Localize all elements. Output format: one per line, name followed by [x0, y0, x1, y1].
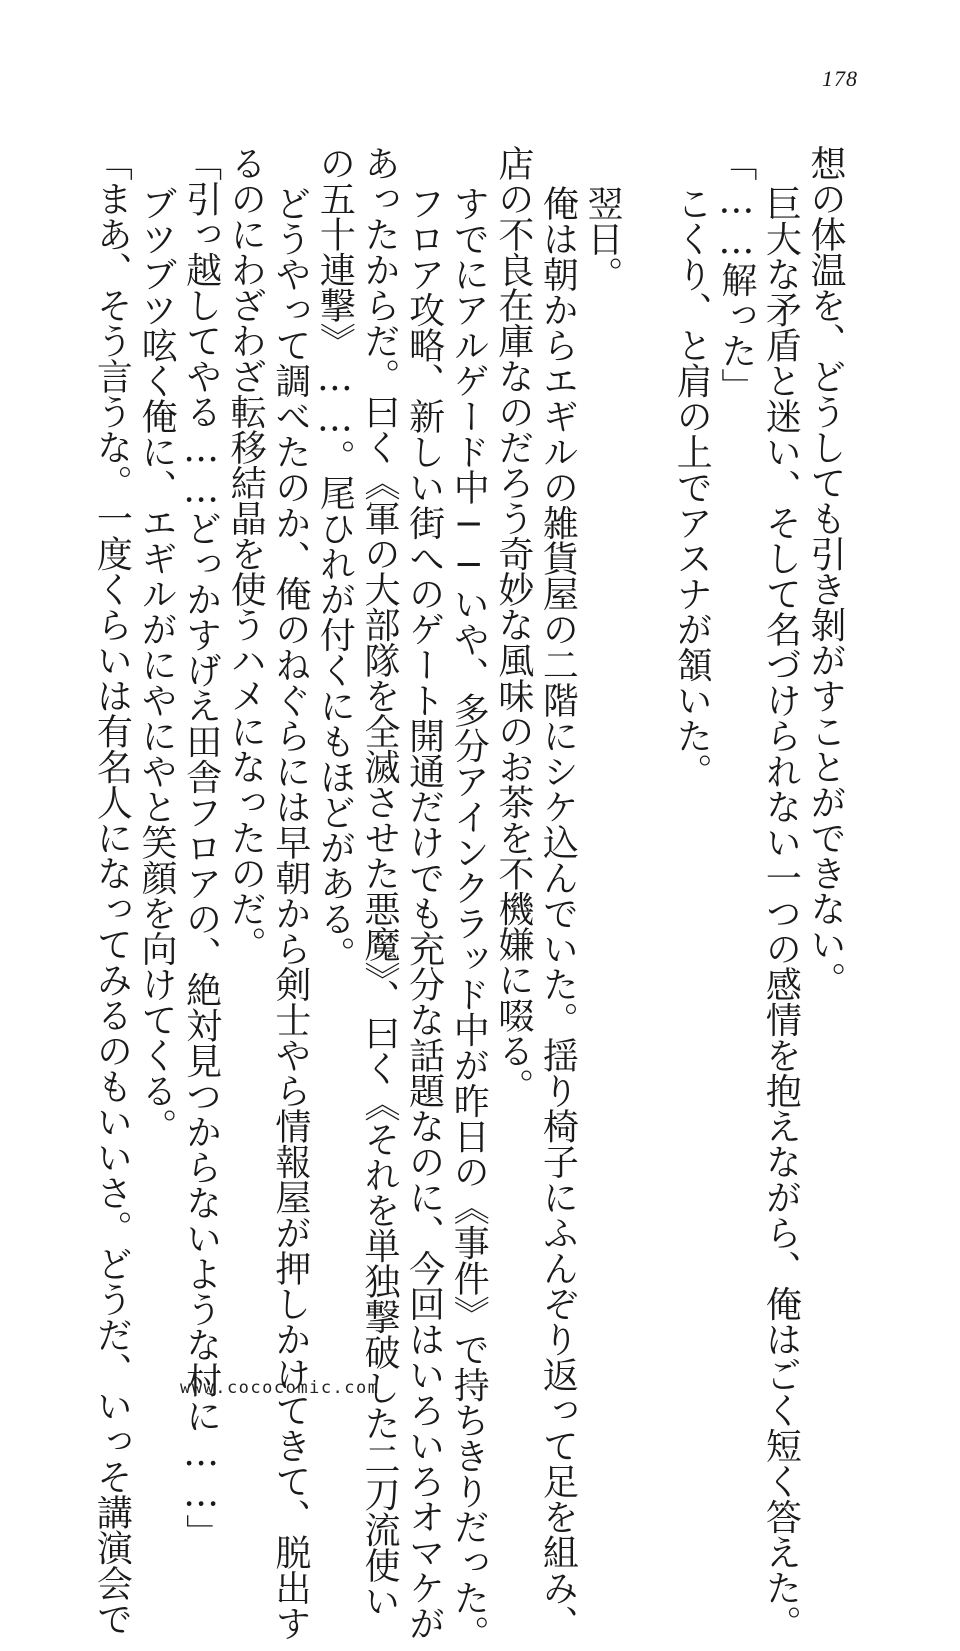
text-line: 「まあ、そう言うな。一度くらいは有名人になってみるのもいいさ。どうだ、いっそ講演会で [91, 145, 133, 1636]
text-line: どうやって調べたのか、俺のねぐらには早朝から剣士やら情報屋が押しかけてきて、脱出す [269, 185, 311, 1641]
text-line: の五十連撃》……。尾ひれが付くにもほどがある。 [314, 145, 356, 972]
watermark: www.cococomic.com [180, 1378, 380, 1398]
text-line: ブツブツ呟く俺に、エギルがにやにやと笑顔を向けてくる。 [136, 185, 177, 1144]
text-line: 巨大な矛盾と迷い、そして名づけられない一つの感情を抱えながら、俺はごく短く答えた。 [760, 185, 802, 1641]
text-line: るのにわざわざ転移結晶を使うハメになったのだ。 [225, 145, 267, 962]
text-line: すでにアルゲード中──いや、多分アインクラッド中が昨日の《事件》で持ちきりだった。 [448, 185, 490, 1651]
text-line: 「……解った」 [715, 145, 757, 404]
page-number: 178 [822, 66, 858, 91]
text-line: 翌日。 [582, 185, 623, 292]
text-line: 想の体温を、どうしても引き剝がすことができない。 [805, 145, 846, 997]
text-line: 俺は朝からエギルの雑貨屋の二階にシケ込んでいた。揺り椅子にふんぞり返って足を組み、 [537, 185, 579, 1641]
text-line: 「引っ越してやる……どっかすげえ田舎フロアの、絶対見つからないような村に……」 [180, 145, 222, 1550]
text-line: 店の不良在庫なのだろう奇妙な風味のお茶を不機嫌に啜る。 [492, 145, 534, 1104]
text-line: あったからだ。曰く《軍の大部隊を全滅させた悪魔》、曰く《それを単独撃破した二刀流使い [359, 145, 400, 1618]
text-line: フロア攻略、新しい街へのゲート開通だけでも充分な話題なのに、今回はいろいろオマケが [403, 185, 445, 1641]
text-line: こくり、と肩の上でアスナが頷いた。 [671, 185, 713, 789]
